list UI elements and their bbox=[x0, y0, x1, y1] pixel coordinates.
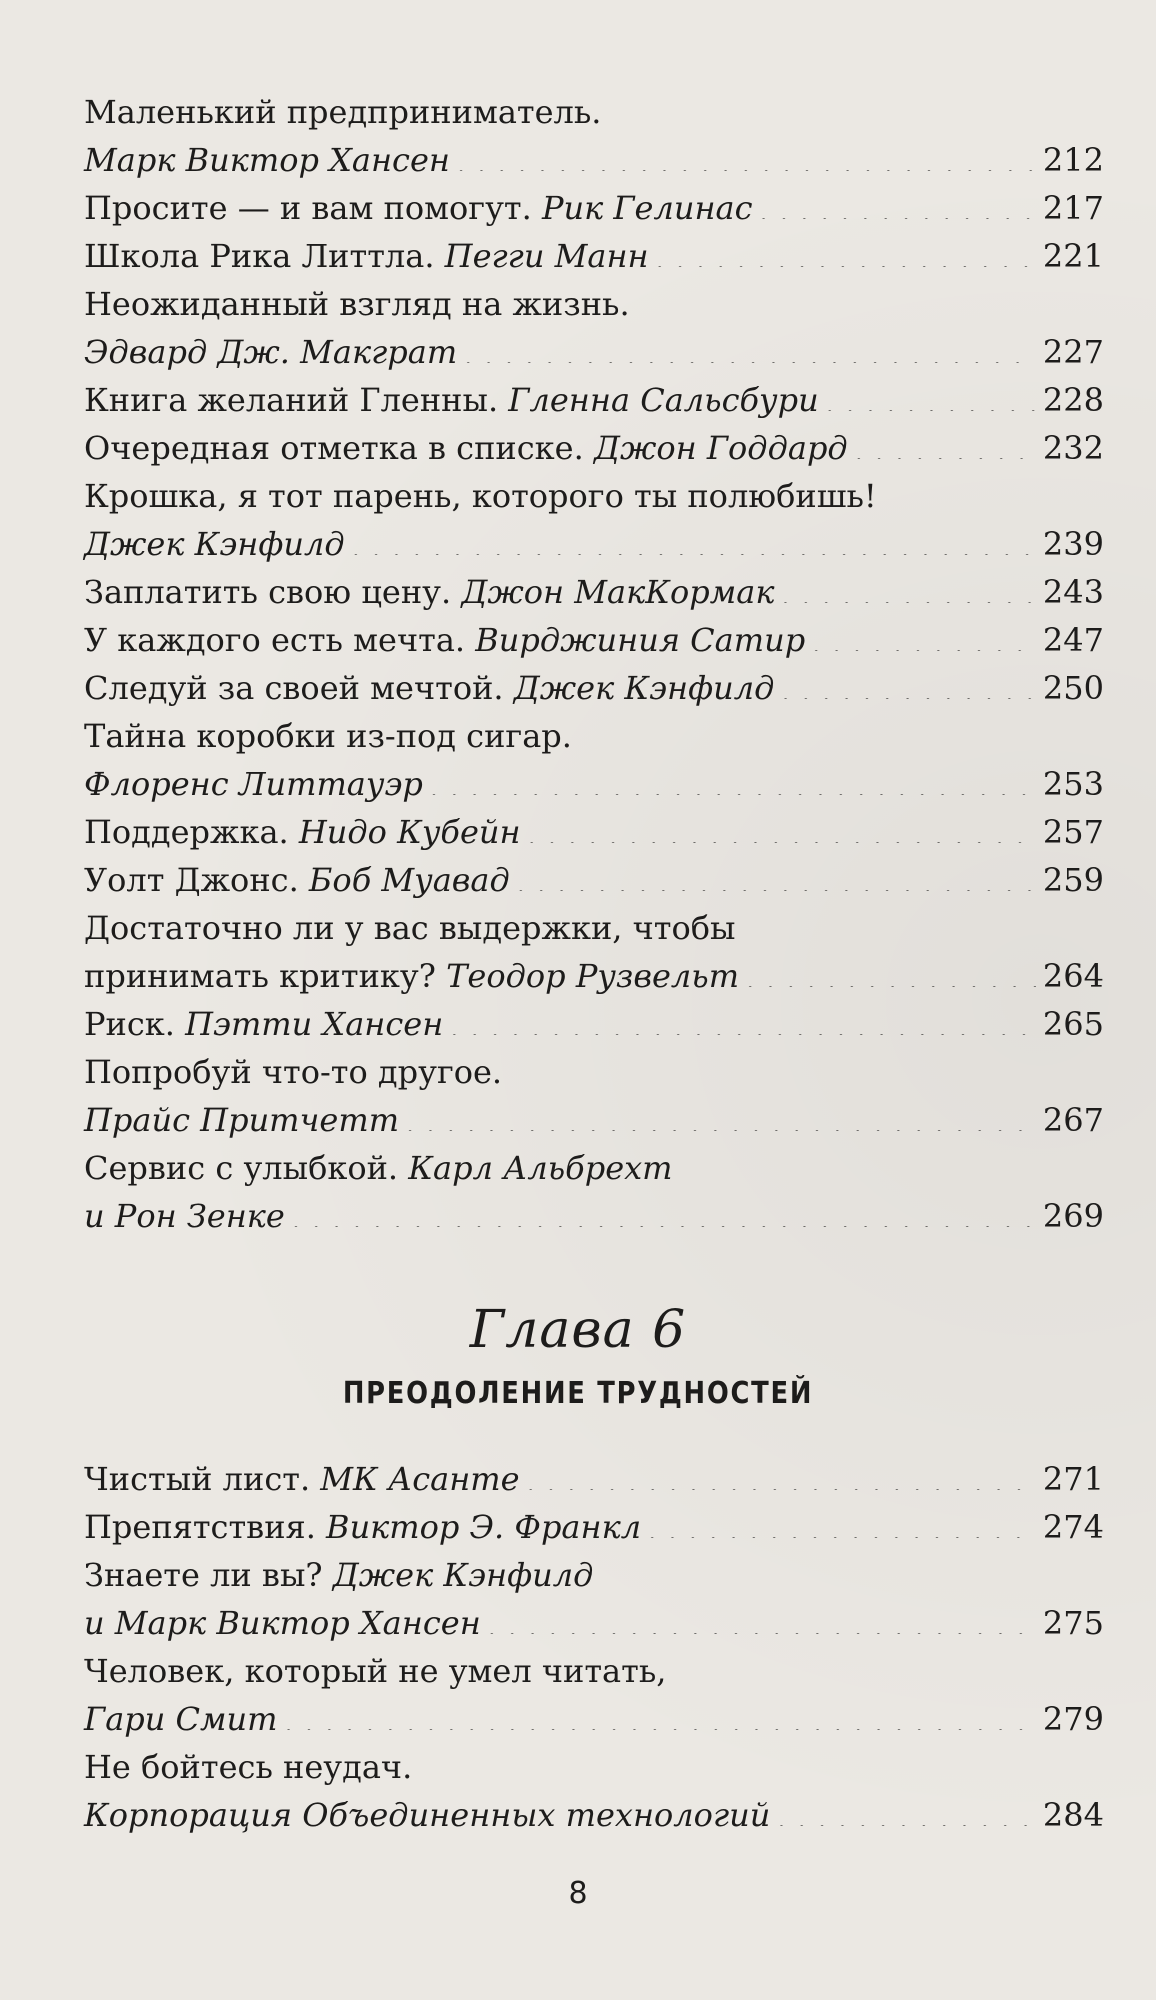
toc-entry-line bbox=[84, 1599, 1104, 1647]
table-of-contents-part-1 bbox=[84, 88, 1104, 1240]
entry-title: Человек, который не умел читать, bbox=[84, 1652, 667, 1690]
entry-author: Боб Муавад bbox=[308, 861, 510, 899]
leader-dots bbox=[647, 1506, 1036, 1538]
toc-entry-line bbox=[84, 568, 1104, 616]
entry-page-number: 267 bbox=[1042, 1101, 1104, 1139]
toc-entry-line bbox=[84, 1791, 1104, 1839]
entry-author-continued: и Марк Виктор Хансен bbox=[84, 1604, 481, 1642]
toc-entry-line bbox=[84, 280, 1104, 328]
toc-entry bbox=[84, 808, 1104, 856]
toc-entry-line bbox=[84, 952, 1104, 1000]
chapter-heading bbox=[0, 1300, 1156, 1414]
leader-dots bbox=[655, 235, 1036, 267]
toc-entry-line bbox=[84, 1743, 1104, 1791]
toc-entry-line bbox=[84, 760, 1104, 808]
entry-author: Флоренс Литтауэр bbox=[84, 765, 423, 803]
entry-title: Поддержка. bbox=[84, 813, 289, 851]
toc-entry bbox=[84, 616, 1104, 664]
entry-title: Уолт Джонс. bbox=[84, 861, 299, 899]
toc-entry bbox=[84, 1647, 1104, 1743]
entry-title: Попробуй что-то другое. bbox=[84, 1053, 503, 1091]
entry-title: Риск. bbox=[84, 1005, 175, 1043]
entry-page-number: 274 bbox=[1042, 1508, 1104, 1546]
toc-entry-line bbox=[84, 520, 1104, 568]
leader-dots bbox=[463, 331, 1036, 363]
toc-entry bbox=[84, 1000, 1104, 1048]
leader-dots bbox=[351, 523, 1036, 555]
leader-dots bbox=[825, 379, 1036, 411]
leader-dots bbox=[284, 1698, 1037, 1730]
toc-entry-line bbox=[84, 184, 1104, 232]
entry-title-continued: принимать критику? bbox=[84, 957, 436, 995]
entry-title: Крошка, я тот парень, которого ты полюбишь! bbox=[84, 477, 877, 515]
toc-entry-line bbox=[84, 1503, 1104, 1551]
toc-entry-line bbox=[84, 1096, 1104, 1144]
toc-entry bbox=[84, 1743, 1104, 1839]
leader-dots bbox=[776, 1794, 1036, 1826]
chapter-title: Глава 6 bbox=[469, 1300, 687, 1360]
entry-page-number: 284 bbox=[1042, 1796, 1104, 1834]
entry-title: Сервис с улыбкой. bbox=[84, 1149, 399, 1187]
entry-title: Препятствия. bbox=[84, 1508, 316, 1546]
entry-author-continued: и Рон Зенке bbox=[84, 1197, 285, 1235]
entry-author: Джон МакКормак bbox=[461, 573, 775, 611]
toc-entry-line bbox=[84, 1048, 1104, 1096]
table-of-contents-part-2 bbox=[84, 1455, 1104, 1839]
entry-author: Джек Кэнфилд bbox=[332, 1556, 594, 1594]
entry-author: Марк Виктор Хансен bbox=[84, 141, 450, 179]
toc-entry-line bbox=[84, 712, 1104, 760]
toc-entry bbox=[84, 568, 1104, 616]
toc-entry bbox=[84, 1048, 1104, 1144]
toc-entry bbox=[84, 856, 1104, 904]
entry-author: Гари Смит bbox=[84, 1700, 278, 1738]
leader-dots bbox=[811, 619, 1036, 651]
toc-entry-line bbox=[84, 1551, 1104, 1599]
toc-entry bbox=[84, 1551, 1104, 1647]
toc-entry bbox=[84, 1455, 1104, 1503]
entry-title: Неожиданный взгляд на жизнь. bbox=[84, 285, 630, 323]
entry-page-number: 269 bbox=[1042, 1197, 1104, 1235]
toc-entry-line bbox=[84, 136, 1104, 184]
leader-dots bbox=[456, 139, 1036, 171]
entry-page-number: 250 bbox=[1042, 669, 1104, 707]
page-number: 8 bbox=[568, 1876, 588, 1911]
entry-page-number: 243 bbox=[1042, 573, 1104, 611]
toc-entry-line bbox=[84, 856, 1104, 904]
toc-entry bbox=[84, 280, 1104, 376]
entry-page-number: 259 bbox=[1042, 861, 1104, 899]
leader-dots bbox=[405, 1099, 1036, 1131]
toc-entry-line bbox=[84, 808, 1104, 856]
entry-title: Знаете ли вы? bbox=[84, 1556, 323, 1594]
entry-page-number: 227 bbox=[1042, 333, 1104, 371]
toc-entry-line bbox=[84, 424, 1104, 472]
toc-entry bbox=[84, 184, 1104, 232]
entry-title: Тайна коробки из-под сигар. bbox=[84, 717, 572, 755]
toc-entry-line bbox=[84, 664, 1104, 712]
entry-author: Корпорация Объединенных технологий bbox=[84, 1796, 771, 1834]
toc-entry-line bbox=[84, 904, 1104, 952]
leader-dots bbox=[526, 1458, 1036, 1490]
entry-author: МК Асанте bbox=[320, 1460, 520, 1498]
entry-author: Прайс Притчетт bbox=[84, 1101, 400, 1139]
entry-title: Следуй за своей мечтой. bbox=[84, 669, 504, 707]
toc-entry-line bbox=[84, 1000, 1104, 1048]
entry-page-number: 239 bbox=[1042, 525, 1104, 563]
entry-page-number: 253 bbox=[1042, 765, 1104, 803]
entry-page-number: 271 bbox=[1042, 1460, 1104, 1498]
entry-author: Эдвард Дж. Макграт bbox=[84, 333, 458, 371]
entry-title: Не бойтесь неудач. bbox=[84, 1748, 413, 1786]
toc-entry bbox=[84, 1144, 1104, 1240]
entry-title: Школа Рика Литтла. bbox=[84, 237, 435, 275]
entry-author: Пэтти Хансен bbox=[185, 1005, 444, 1043]
entry-page-number: 247 bbox=[1042, 621, 1104, 659]
leader-dots bbox=[780, 667, 1036, 699]
entry-title: Достаточно ли у вас выдержки, чтобы bbox=[84, 909, 736, 947]
entry-page-number: 232 bbox=[1042, 429, 1104, 467]
toc-entry bbox=[84, 904, 1104, 1000]
toc-entry-line bbox=[84, 1144, 1104, 1192]
entry-page-number: 221 bbox=[1042, 237, 1104, 275]
entry-page-number: 212 bbox=[1042, 141, 1104, 179]
entry-title: У каждого есть мечта. bbox=[84, 621, 466, 659]
leader-dots bbox=[487, 1602, 1036, 1634]
entry-author: Джек Кэнфилд bbox=[84, 525, 345, 563]
entry-page-number: 217 bbox=[1042, 189, 1104, 227]
entry-title: Маленький предприниматель. bbox=[84, 93, 602, 131]
entry-title: Книга желаний Гленны. bbox=[84, 381, 499, 419]
entry-page-number: 264 bbox=[1042, 957, 1104, 995]
toc-entry bbox=[84, 1503, 1104, 1551]
entry-page-number: 228 bbox=[1042, 381, 1104, 419]
leader-dots bbox=[516, 859, 1036, 891]
entry-title: Очередная отметка в списке. bbox=[84, 429, 584, 467]
toc-entry bbox=[84, 424, 1104, 472]
toc-entry bbox=[84, 712, 1104, 808]
entry-author: Теодор Рузвельт bbox=[446, 957, 740, 995]
entry-author: Карл Альбрехт bbox=[408, 1149, 673, 1187]
leader-dots bbox=[745, 955, 1036, 987]
toc-entry-line bbox=[84, 232, 1104, 280]
leader-dots bbox=[429, 763, 1036, 795]
entry-page-number: 265 bbox=[1042, 1005, 1104, 1043]
toc-entry bbox=[84, 88, 1104, 184]
entry-page-number: 279 bbox=[1042, 1700, 1104, 1738]
chapter-subtitle: ПРЕОДОЛЕНИЕ ТРУДНОСТЕЙ bbox=[342, 1376, 814, 1411]
entry-title: Просите — и вам помогут. bbox=[84, 189, 532, 227]
toc-entry bbox=[84, 664, 1104, 712]
toc-entry-line bbox=[84, 1695, 1104, 1743]
entry-page-number: 257 bbox=[1042, 813, 1104, 851]
leader-dots bbox=[780, 571, 1036, 603]
toc-entry-line bbox=[84, 1192, 1104, 1240]
entry-author: Пегги Манн bbox=[444, 237, 649, 275]
leader-dots bbox=[291, 1195, 1036, 1227]
entry-author: Виктор Э. Франкл bbox=[326, 1508, 642, 1546]
leader-dots bbox=[759, 187, 1036, 219]
entry-author: Гленна Сальсбури bbox=[508, 381, 819, 419]
entry-author: Нидо Кубейн bbox=[298, 813, 521, 851]
entry-title: Чистый лист. bbox=[84, 1460, 311, 1498]
toc-entry bbox=[84, 232, 1104, 280]
toc-entry-line bbox=[84, 616, 1104, 664]
toc-entry bbox=[84, 472, 1104, 568]
toc-entry-line bbox=[84, 328, 1104, 376]
entry-author: Джон Годдард bbox=[593, 429, 848, 467]
toc-entry bbox=[84, 376, 1104, 424]
entry-title: Заплатить свою цену. bbox=[84, 573, 452, 611]
entry-author: Вирджиния Сатир bbox=[475, 621, 806, 659]
leader-dots bbox=[527, 811, 1036, 843]
leader-dots bbox=[854, 427, 1036, 459]
entry-author: Джек Кэнфилд bbox=[513, 669, 775, 707]
toc-entry-line bbox=[84, 1455, 1104, 1503]
toc-entry-line bbox=[84, 376, 1104, 424]
leader-dots bbox=[449, 1003, 1036, 1035]
toc-entry-line bbox=[84, 1647, 1104, 1695]
entry-page-number: 275 bbox=[1042, 1604, 1104, 1642]
entry-author: Рик Гелинас bbox=[541, 189, 753, 227]
toc-entry-line bbox=[84, 472, 1104, 520]
toc-entry-line bbox=[84, 88, 1104, 136]
